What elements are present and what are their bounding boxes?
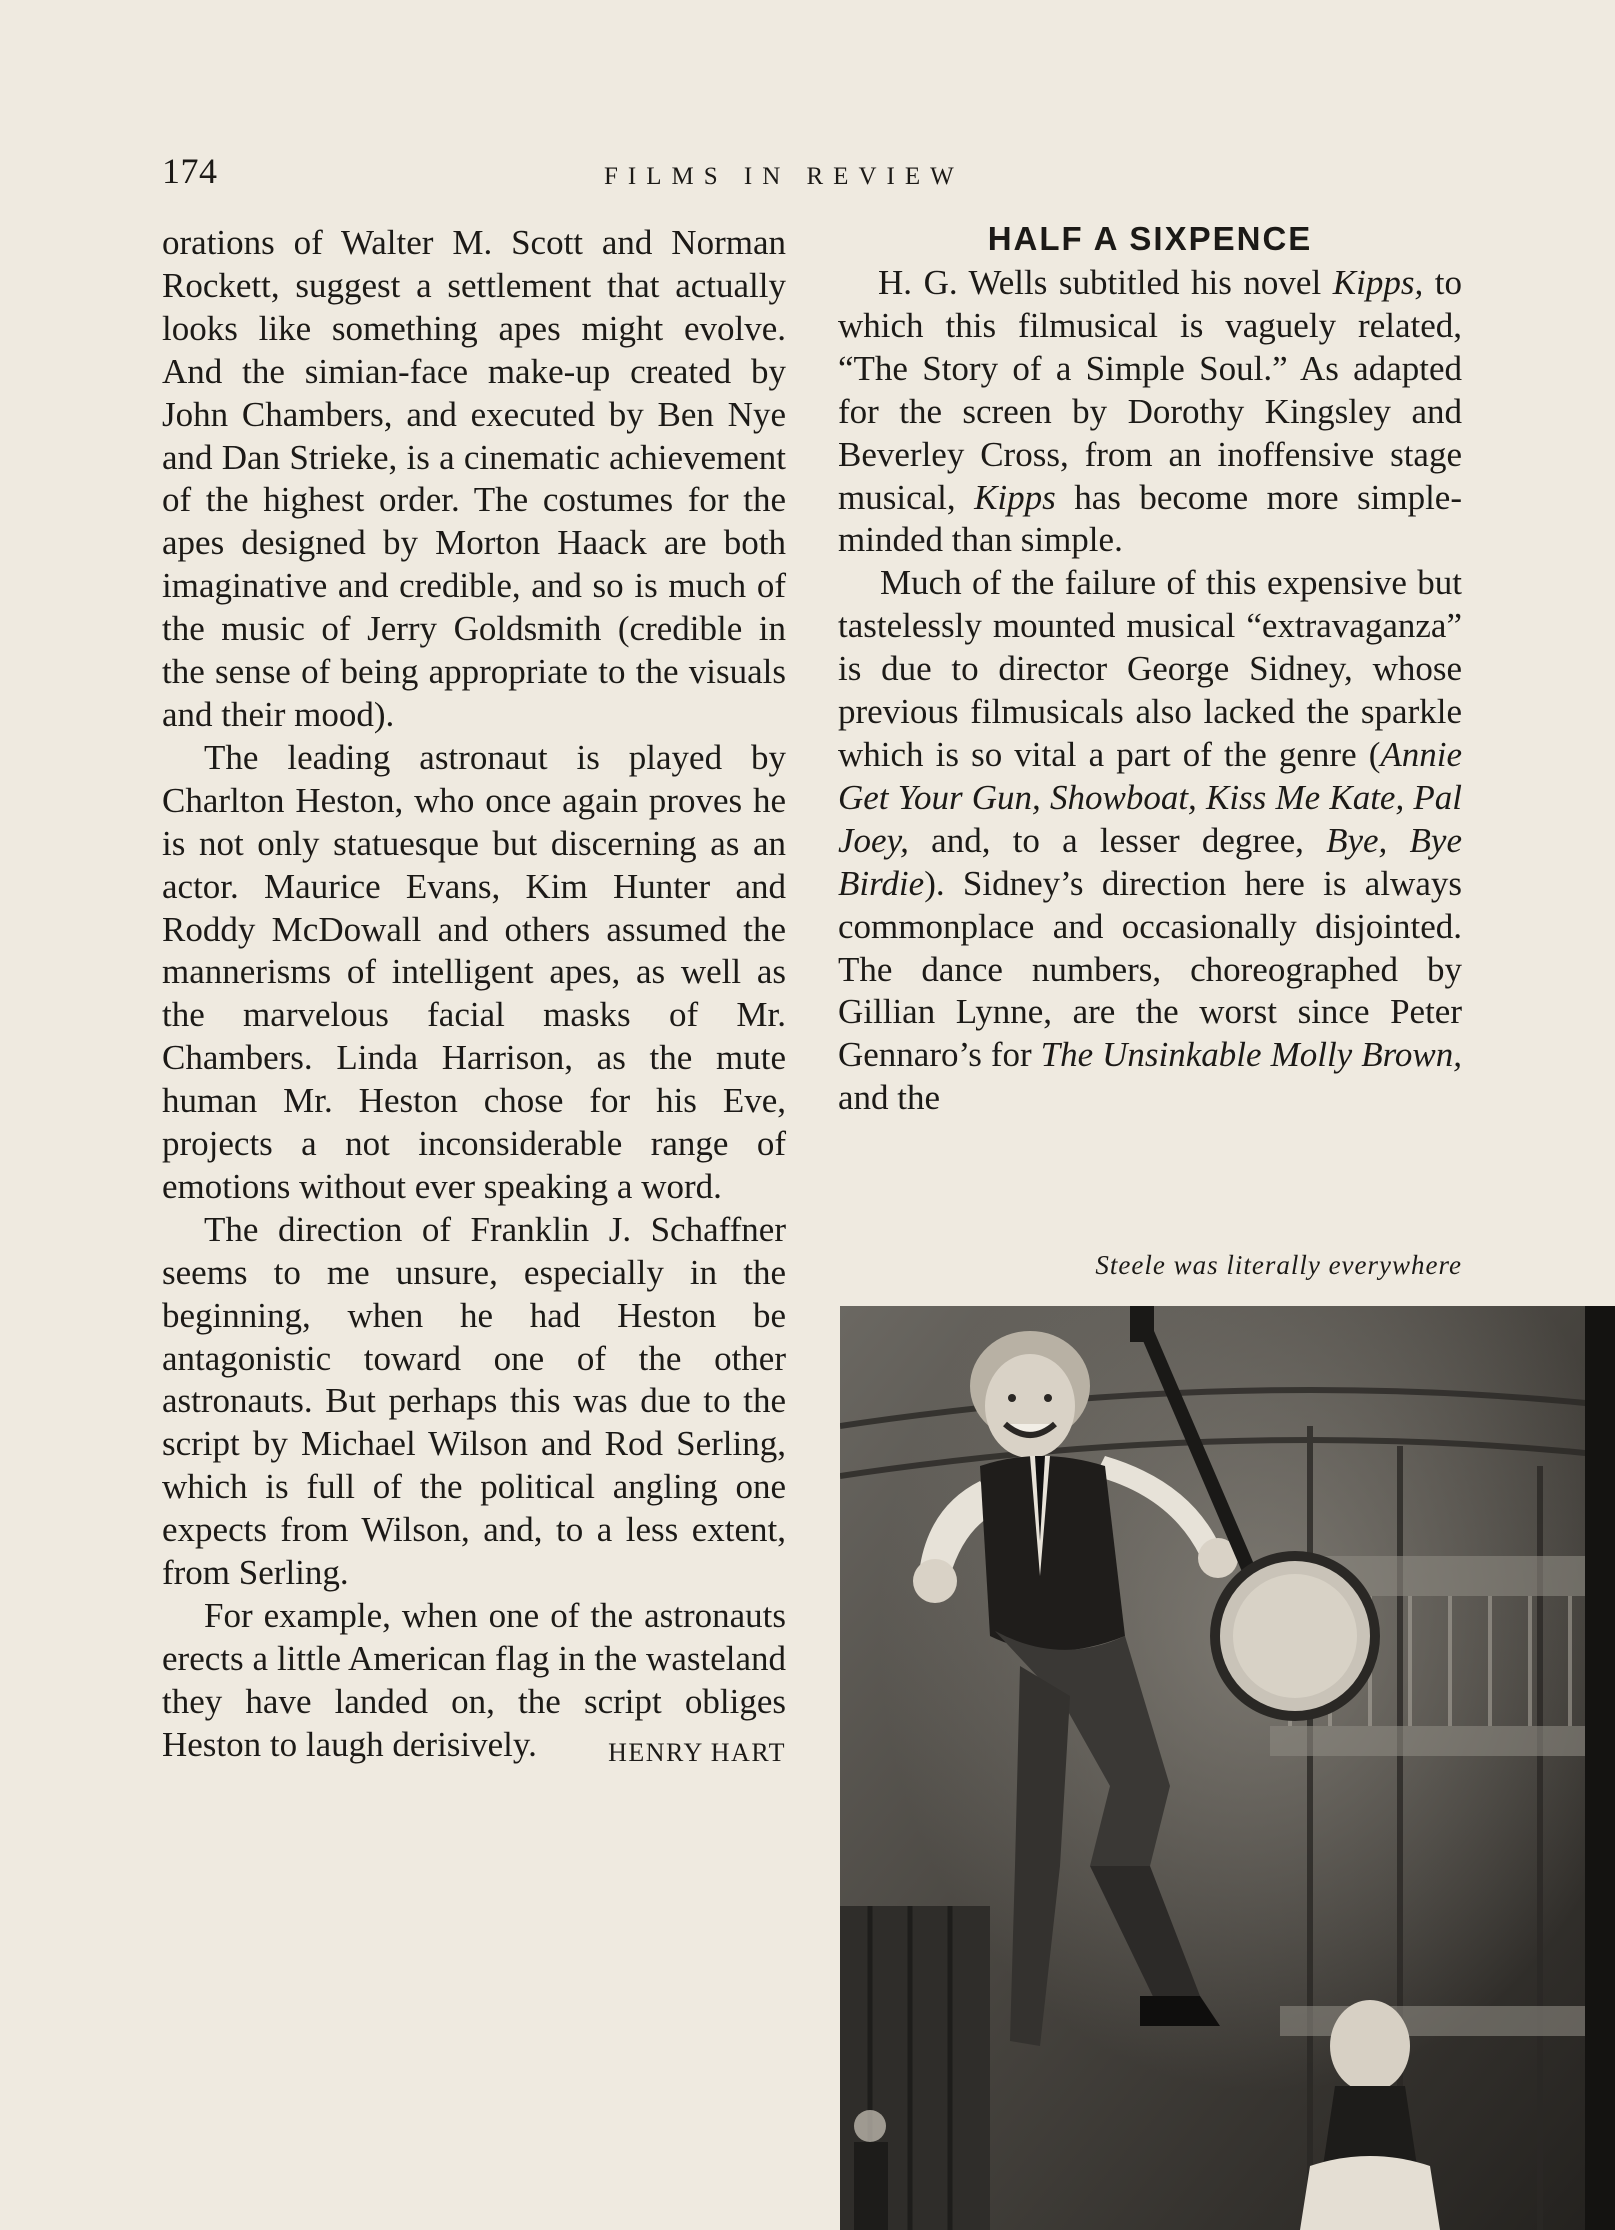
text-run: has become more simple-minded than simple. (838, 477, 1462, 560)
text-run: and the (838, 1078, 941, 1118)
photo-illustration (840, 1306, 1615, 2230)
text-run: to which this filmusical is vaguely related, “The Story of a Simple Soul.” As adapted for the screen by Dorothy Kingsley and Beverley Cross, from an inoffensive stage musical, (838, 263, 1462, 517)
paragraph (838, 562, 1462, 1120)
paragraph: orations of Walter M. Scott and Norman Rockett, suggest a settlement that actually looks like something apes might evolve. And the simian-face make-up created by John Chambers, and executed by Ben Nye and Dan Strieke, is a cinematic achievement of the highest order. The costumes for the apes designed by Morton Haack are both imaginative and credible, and so is much of the music of Jerry Goldsmith (credible in the sense of being appropriate to the visuals and their mood). (162, 223, 786, 734)
paragraph: The direction of Franklin J. Schaffner seems to me unsure, especially in the beginning, when he had Heston be antagonistic toward one of the other astronauts. But perhaps this was due to the script by Michael Wilson and Rod Serling, which is full of the political angling one expects from Wilson, and, to a less extent, from Serling. (162, 1209, 786, 1593)
left-column (162, 222, 786, 1775)
paragraph (838, 262, 1462, 562)
paragraph (162, 1595, 786, 1767)
photo-caption: Steele was literally everywhere (1095, 1250, 1462, 1280)
film-title: The Unsinkable Molly Brown, (1040, 1035, 1462, 1075)
photo-of-dancer-with-banjo (840, 1306, 1615, 2230)
running-head: FILMS IN REVIEW (604, 163, 964, 190)
right-column (838, 218, 1462, 1120)
paragraph: The leading astronaut is played by Charlton Heston, who once again proves he is not only statuesque but discerning as an actor. Maurice Evans, Kim Hunter and Roddy McDowall and others assumed the mannerisms of intelligent apes, as well as the marvelous facial masks of Mr. Chambers. Linda Harrison, as the mute human Mr. Heston chose for his Eve, projects a not inconsiderable range of emotions without ever speaking a word. (162, 737, 786, 1206)
review-title: HALF A SIXPENCE (987, 220, 1313, 257)
text-run: H. G. Wells subtitled his novel (878, 263, 1333, 302)
film-title: Annie Get Your Gun, Showboat, Kiss Me Kate, Pal Joey, (838, 734, 1462, 860)
film-title: Kipps (974, 477, 1056, 517)
page-number: 174 (162, 151, 218, 191)
text-run: Much of the failure of this expensive but tastelessly mounted musical “extravaganza” is due to director George Sidney, whose previous filmusicals also lacked the sparkle which is so vital a part of the genre ( (838, 563, 1462, 774)
film-title: Bye, Bye Birdie (838, 820, 1462, 903)
film-title: Kipps, (1332, 263, 1424, 302)
text-run: and, to a lesser degree, (908, 820, 1327, 860)
byline: HENRY HART (608, 1737, 786, 1767)
text-run: ). Sidney’s direction here is always commonplace and occasionally disjointed. The dance numbers, choreographed by Gillian Lynne, are the worst since Peter Gennaro’s for (838, 863, 1462, 1075)
paragraph-text: For example, when one of the astronauts erects a little American flag in the wasteland they have landed on, the script obliges Heston to laugh derisively. (162, 1596, 786, 1764)
